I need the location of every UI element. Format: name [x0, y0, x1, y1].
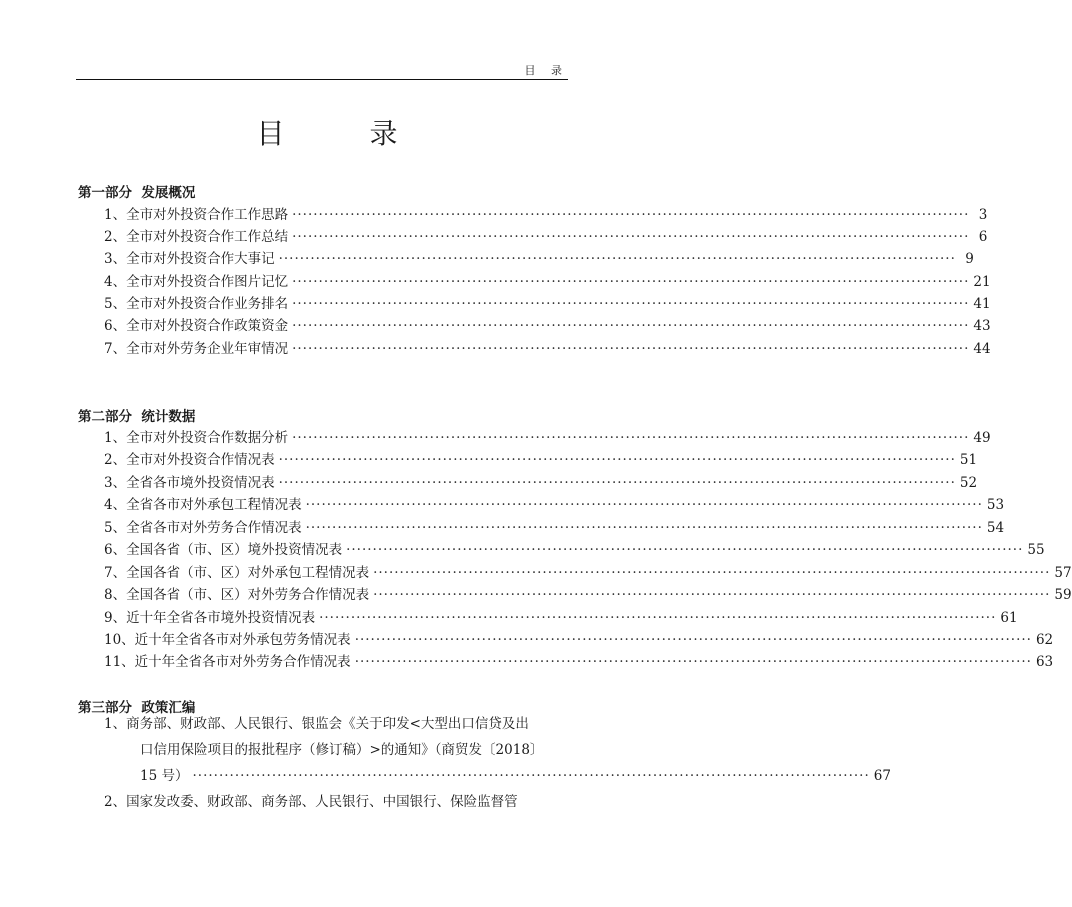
dot-leader: ································································································································ [292, 296, 970, 312]
toc-entry[interactable] [104, 314, 991, 334]
toc-entry-label: 7、全市对外劳务企业年审情况 [104, 341, 289, 357]
toc-entry-label: 11、近十年全省各市对外劳务合作情况表 [104, 654, 351, 670]
toc-entry[interactable] [104, 583, 1072, 603]
dot-leader: ································································································································ [346, 542, 1024, 558]
toc-entry[interactable] [104, 247, 974, 267]
dot-leader: ································································································································ [292, 207, 970, 223]
toc-entry-line-last [104, 763, 891, 789]
toc-entry-page: 43 [973, 318, 991, 334]
toc-entry[interactable] [104, 270, 991, 290]
toc-entry[interactable] [104, 628, 1054, 648]
toc-entry-line-text: 15 号） [140, 768, 189, 784]
toc-entry-page: 61 [1000, 610, 1018, 626]
toc-entry[interactable] [104, 426, 991, 446]
toc-entry[interactable] [104, 471, 978, 491]
dot-leader: ································································································································ [292, 274, 970, 290]
toc-entry-multiline[interactable] [104, 711, 891, 815]
toc-entry[interactable] [104, 493, 1005, 513]
toc-entry-page: 67 [873, 768, 891, 784]
dot-leader: ································································································································ [354, 654, 1032, 670]
dot-leader: ································································································································ [192, 768, 870, 784]
page-title: 目 录 [256, 117, 436, 150]
dot-leader: ································································································································ [292, 318, 970, 334]
dot-leader: ································································································································ [319, 610, 997, 626]
toc-entry[interactable] [104, 538, 1045, 558]
toc-entry[interactable] [104, 606, 1018, 626]
toc-entry-label: 4、全市对外投资合作图片记忆 [104, 274, 289, 290]
toc-entry-label: 2、全市对外投资合作工作总结 [104, 229, 289, 245]
toc-entry-page: 21 [973, 274, 991, 290]
running-head: 目 录 [524, 64, 568, 77]
toc-entry-page: 52 [959, 475, 978, 491]
toc-entry-page: 3 [978, 207, 988, 223]
dot-leader: ································································································································ [305, 520, 983, 536]
toc-entry-line: 2、国家发改委、财政部、商务部、人民银行、中国银行、保险监督管 [104, 794, 518, 810]
dot-leader: ································································································································ [354, 632, 1032, 648]
toc-entry[interactable] [104, 225, 988, 245]
toc-entry-page: 6 [978, 229, 988, 245]
toc-entry-label: 7、全国各省（市、区）对外承包工程情况表 [104, 565, 370, 581]
toc-entry[interactable] [104, 650, 1054, 670]
toc-entry[interactable] [104, 337, 991, 357]
toc-entry[interactable] [104, 292, 991, 312]
section-title-3: 第三部分 政策汇编 [78, 700, 196, 716]
toc-entry-page: 62 [1035, 632, 1054, 648]
toc-entry-label: 1、全市对外投资合作工作思路 [104, 207, 289, 223]
dot-leader: ································································································································ [373, 565, 1051, 581]
toc-entry-label: 6、全国各省（市、区）境外投资情况表 [104, 542, 343, 558]
toc-entry[interactable] [104, 203, 988, 223]
toc-entry-page: 41 [973, 296, 991, 312]
toc-entry-label: 1、全市对外投资合作数据分析 [104, 430, 289, 446]
toc-entry-page: 49 [973, 430, 991, 446]
toc-entry-page: 53 [986, 497, 1005, 513]
section-title-1: 第一部分 发展概况 [78, 185, 196, 201]
toc-entry-label: 2、全市对外投资合作情况表 [104, 452, 275, 468]
toc-entry[interactable] [104, 561, 1072, 581]
toc-entry-page: 51 [959, 452, 978, 468]
toc-entry-line-text: 口信用保险项目的报批程序（修订稿）>的通知》（商贸发〔2018〕 [140, 742, 544, 758]
toc-entry-page: 63 [1035, 654, 1054, 670]
toc-entry-page: 54 [986, 520, 1005, 536]
toc-entry-label: 3、全市对外投资合作大事记 [104, 251, 275, 267]
toc-entry-page: 57 [1054, 565, 1072, 581]
dot-leader: ································································································································ [292, 229, 970, 245]
dot-leader: ································································································································ [305, 497, 983, 513]
toc-entry-label: 6、全市对外投资合作政策资金 [104, 318, 289, 334]
section-title-2: 第二部分 统计数据 [78, 409, 196, 425]
dot-leader: ································································································································ [278, 251, 956, 267]
dot-leader: ································································································································ [373, 587, 1051, 603]
header-rule [76, 79, 568, 80]
toc-entry-label: 5、全市对外投资合作业务排名 [104, 296, 289, 312]
toc-entry-label: 5、全省各市对外劳务合作情况表 [104, 520, 302, 536]
toc-entry-line [104, 737, 568, 763]
toc-entry-label: 4、全省各市对外承包工程情况表 [104, 497, 302, 513]
toc-entry-label: 8、全国各省（市、区）对外劳务合作情况表 [104, 587, 370, 603]
toc-entry[interactable] [104, 448, 978, 468]
toc-entry-page: 44 [973, 341, 991, 357]
toc-entry-line: 1、商务部、财政部、人民银行、银监会《关于印发<大型出口信贷及出 [104, 716, 529, 732]
toc-entry-page: 59 [1054, 587, 1072, 603]
toc-entry-label: 3、全省各市境外投资情况表 [104, 475, 275, 491]
toc-entry-label: 10、近十年全省各市对外承包劳务情况表 [104, 632, 351, 648]
toc-entry-page: 55 [1027, 542, 1045, 558]
dot-leader: ································································································································ [292, 430, 970, 446]
toc-entry-page: 9 [965, 251, 974, 267]
toc-entry-label: 9、近十年全省各市境外投资情况表 [104, 610, 316, 626]
dot-leader: ································································································································ [278, 475, 956, 491]
dot-leader: ································································································································ [292, 341, 970, 357]
dot-leader: ································································································································ [278, 452, 956, 468]
toc-entry[interactable] [104, 516, 1005, 536]
